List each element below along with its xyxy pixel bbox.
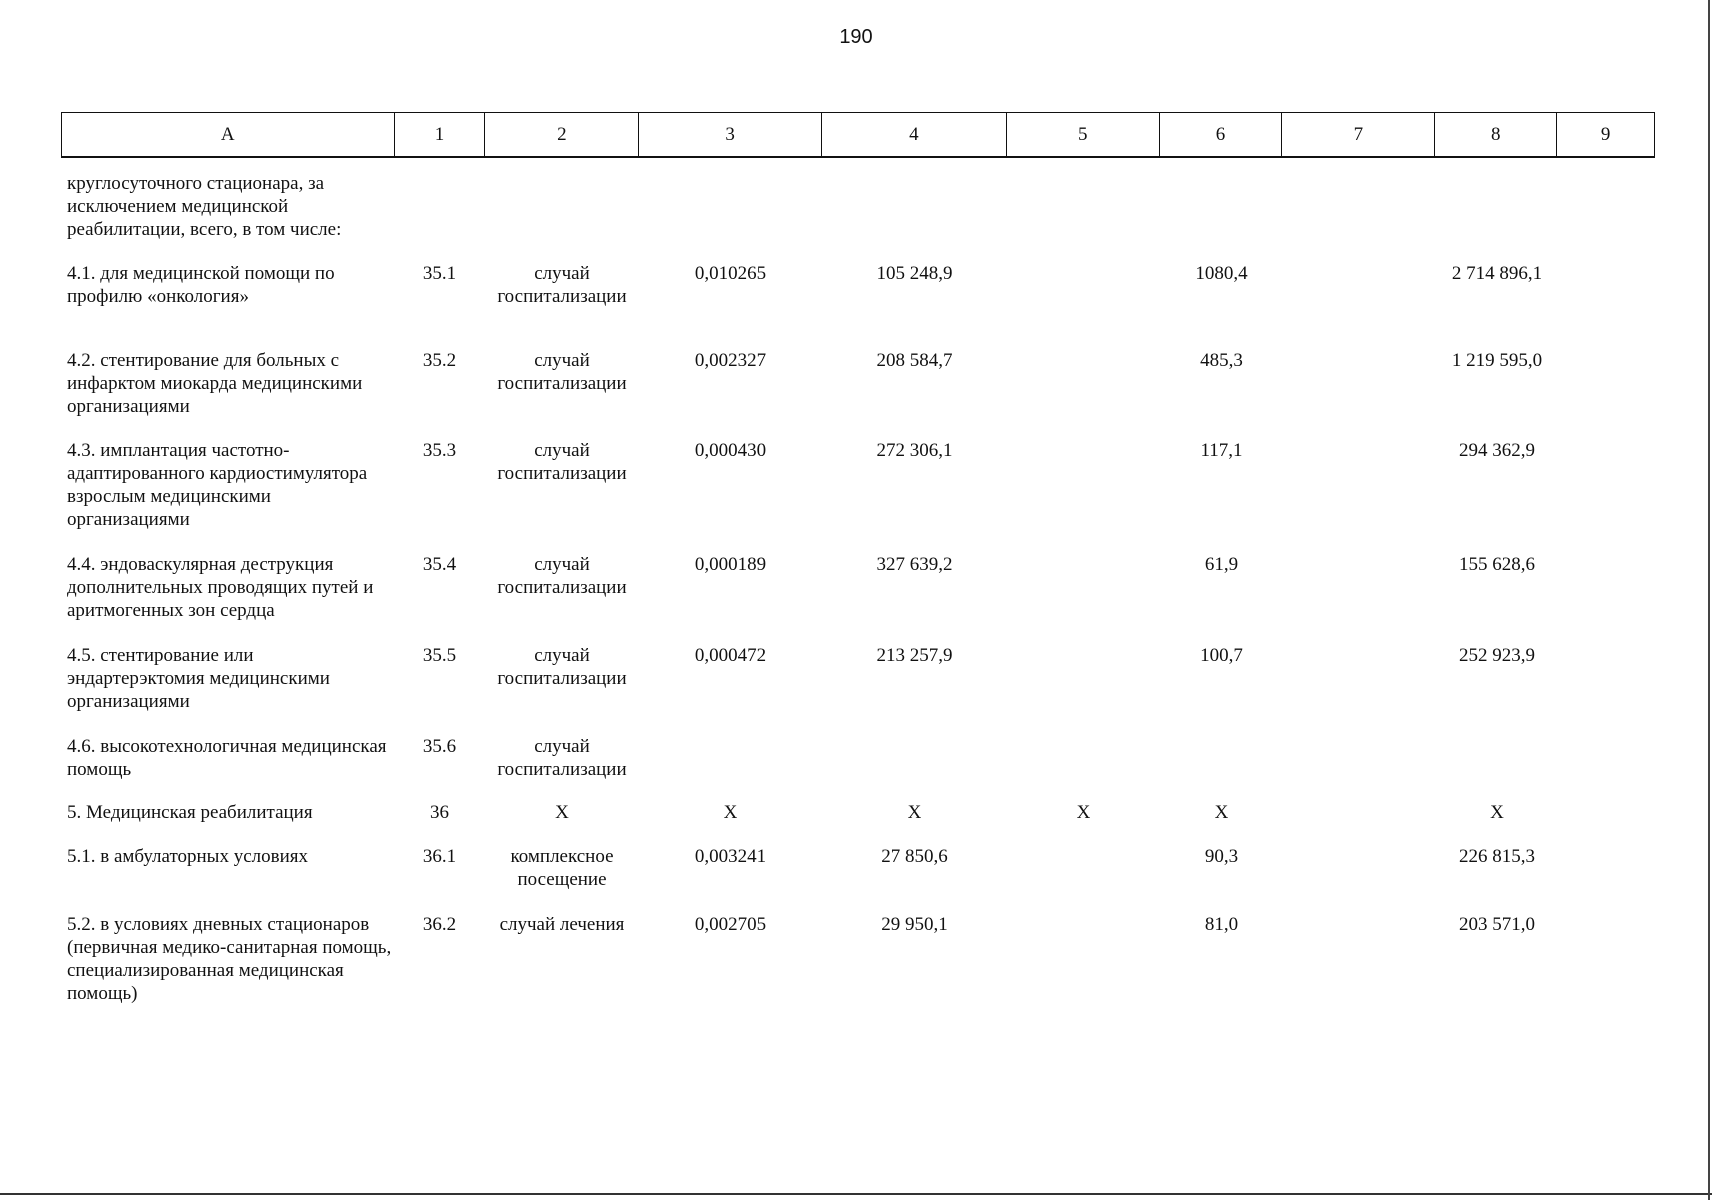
row-col3: X [723, 802, 738, 823]
row-code: 35.2 [422, 350, 457, 371]
row-col6: 485,3 [1200, 350, 1243, 371]
row-col3: 0,003241 [694, 846, 767, 867]
row-label: круглосуточного стационара, за исключением медицинской реабилитации, всего, в том числе: [67, 173, 342, 240]
row-col7 [1283, 262, 1436, 308]
row-col5 [1007, 349, 1160, 418]
row-col8: 252 923,9 [1459, 645, 1535, 666]
table-row [61, 439, 1655, 531]
header-col-1: 1 [395, 113, 486, 156]
row-label: 4.5. стентирование или эндартерэктомия медицинскими организациями [67, 645, 330, 712]
row-col5 [1007, 913, 1160, 1005]
table-row [61, 172, 1655, 241]
row-unit: случай госпитализации [497, 263, 627, 307]
row-col3: 0,000430 [694, 440, 767, 461]
row-col7 [1283, 913, 1436, 1005]
row-unit: случай госпитализации [497, 645, 627, 689]
row-code: 36.2 [422, 914, 457, 935]
row-col4 [822, 172, 1007, 241]
row-col7 [1283, 172, 1436, 241]
row-col5 [1007, 644, 1160, 713]
row-col4: 27 850,6 [881, 846, 948, 867]
row-col9 [1558, 349, 1655, 418]
row-label: 4.3. имплантация частотно-адаптированного кардиостимулятора взрослым медицинскими организациями [67, 440, 368, 530]
row-col4: 29 950,1 [881, 914, 948, 935]
row-label: 5.1. в амбулаторных условиях [67, 846, 308, 867]
table-row [61, 553, 1655, 622]
row-col8: 2 714 896,1 [1451, 263, 1543, 284]
row-col4: 327 639,2 [876, 554, 953, 575]
row-label: 5.2. в условиях дневных стационаров (первичная медико-санитарная помощь, специализированная медицинская помощь) [67, 914, 392, 1004]
header-col-5: 5 [1007, 113, 1160, 156]
row-col9 [1558, 172, 1655, 241]
row-col4: 208 584,7 [876, 350, 953, 371]
row-code [394, 172, 485, 241]
row-col9 [1558, 439, 1655, 531]
table-row [61, 801, 1655, 824]
row-unit: случай госпитализации [497, 736, 627, 780]
row-col5 [1007, 262, 1160, 308]
row-col5: X [1076, 802, 1091, 823]
page-right-border [1708, 0, 1710, 1200]
row-col6: 81,0 [1204, 914, 1239, 935]
row-col8 [1436, 172, 1558, 241]
row-code: 35.1 [422, 263, 457, 284]
row-unit: X [555, 802, 569, 823]
row-label: 4.4. эндоваскулярная деструкция дополнительных проводящих путей и аритмогенных зон сердца [67, 554, 374, 621]
row-label: 4.1. для медицинской помощи по профилю «онкология» [67, 263, 335, 307]
row-col3 [639, 172, 822, 241]
row-col6: 61,9 [1204, 554, 1239, 575]
header-col-6: 6 [1160, 113, 1283, 156]
table-header [61, 112, 1655, 158]
row-col4: X [907, 802, 922, 823]
row-code: 36.1 [422, 846, 457, 867]
header-col-2: 2 [485, 113, 639, 156]
row-col9 [1558, 644, 1655, 713]
row-col7 [1283, 439, 1436, 531]
page-number: 190 [839, 26, 873, 48]
row-col9 [1558, 913, 1655, 1005]
row-col6 [1160, 172, 1283, 241]
row-code: 35.6 [422, 736, 457, 757]
row-col5 [1007, 439, 1160, 531]
row-col7 [1283, 644, 1436, 713]
table-row [61, 262, 1655, 308]
row-col8: 294 362,9 [1459, 440, 1535, 461]
row-col8: 1 219 595,0 [1451, 350, 1543, 371]
row-col4: 213 257,9 [876, 645, 953, 666]
row-unit: случай госпитализации [497, 440, 627, 484]
header-col-9: 9 [1600, 123, 1611, 145]
row-col4: 105 248,9 [876, 263, 953, 284]
row-col6: 90,3 [1204, 846, 1239, 867]
row-col6: 100,7 [1200, 645, 1243, 666]
row-col8: 226 815,3 [1459, 846, 1535, 867]
row-unit: случай госпитализации [497, 350, 627, 394]
row-col8: 155 628,6 [1459, 554, 1535, 575]
row-col6 [1160, 735, 1283, 781]
row-col5 [1007, 172, 1160, 241]
row-col3 [639, 735, 822, 781]
header-col-7: 7 [1282, 113, 1435, 156]
row-col3: 0,002705 [694, 914, 767, 935]
row-col7 [1283, 845, 1436, 891]
row-col7 [1283, 553, 1436, 622]
table-row [61, 913, 1655, 1005]
row-unit [485, 172, 639, 241]
row-col9 [1558, 735, 1655, 781]
row-unit: комплексное посещение [510, 846, 614, 890]
table-row [61, 349, 1655, 418]
row-label: 4.6. высокотехнологичная медицинская помощь [67, 736, 387, 780]
row-col8: X [1490, 802, 1504, 823]
row-col5 [1007, 845, 1160, 891]
row-col6: 117,1 [1200, 440, 1243, 461]
row-col6: 1080,4 [1195, 263, 1248, 284]
row-label: 5. Медицинская реабилитация [67, 802, 313, 823]
row-code: 35.3 [422, 440, 457, 461]
row-col9 [1558, 262, 1655, 308]
row-col8: 203 571,0 [1459, 914, 1535, 935]
row-col3: 0,000189 [694, 554, 767, 575]
row-col9 [1558, 845, 1655, 891]
table-row [61, 845, 1655, 891]
header-col-8: 8 [1435, 113, 1557, 156]
row-col9 [1558, 553, 1655, 622]
row-col7 [1283, 735, 1436, 781]
row-col3: 0,002327 [694, 350, 767, 371]
row-col3: 0,010265 [694, 263, 767, 284]
row-col4 [822, 735, 1007, 781]
page-bottom-border [0, 1193, 1712, 1195]
header-col-3: 3 [639, 113, 822, 156]
row-unit: случай госпитализации [497, 554, 627, 598]
row-col7 [1283, 349, 1436, 418]
row-col8 [1436, 735, 1558, 781]
row-col6: X [1214, 802, 1229, 823]
row-col4: 272 306,1 [876, 440, 953, 461]
row-code: 36 [430, 802, 449, 823]
row-label: 4.2. стентирование для больных с инфарктом миокарда медицинскими организациями [67, 350, 363, 417]
table-row [61, 644, 1655, 713]
row-col5 [1007, 553, 1160, 622]
row-col5 [1007, 735, 1160, 781]
row-col9 [1558, 801, 1655, 824]
table-row [61, 735, 1655, 781]
row-col3: 0,000472 [694, 645, 767, 666]
header-col-4: 4 [822, 113, 1007, 156]
header-col-a: A [62, 113, 395, 156]
row-col7 [1283, 801, 1436, 824]
row-code: 35.5 [422, 645, 457, 666]
row-unit: случай лечения [499, 914, 625, 935]
row-code: 35.4 [422, 554, 457, 575]
